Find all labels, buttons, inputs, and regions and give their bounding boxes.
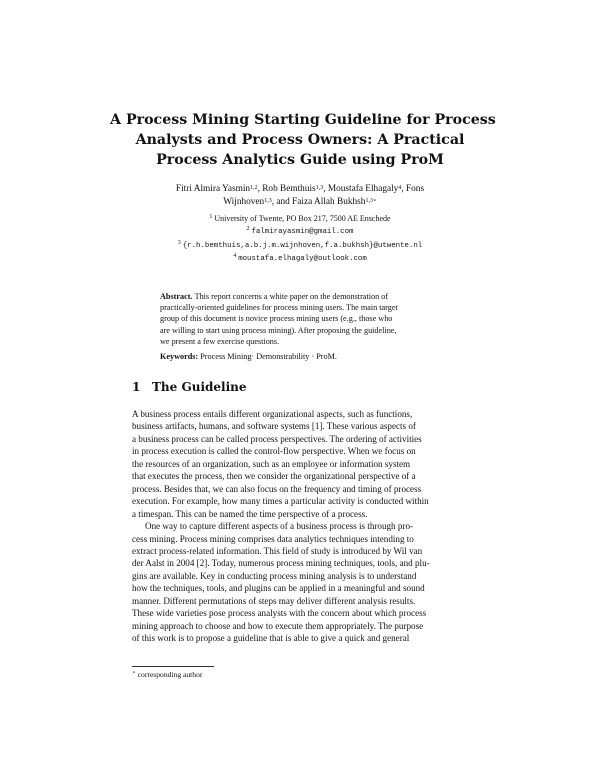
author-name: Moustafa Elhagaly xyxy=(327,184,399,194)
author-name: Wijnhoven xyxy=(223,197,265,207)
author-name: Rob Bemthuis xyxy=(262,184,316,194)
author-affil-mark: 1,3 xyxy=(264,198,272,204)
affiliation-text: University of Twente, PO Box 217, 7500 AE Enschede xyxy=(214,214,391,223)
abstract xyxy=(160,291,445,347)
abstract-label: Abstract. xyxy=(160,292,193,301)
author-affil-mark: 1,3⋆ xyxy=(365,198,377,204)
author-line xyxy=(150,183,450,196)
affiliation-email: moustafa.elhagaly@outlook.com xyxy=(238,255,367,264)
footnote xyxy=(132,670,472,679)
abstract-line: we present a few exercise questions. xyxy=(160,336,280,346)
affiliation-line xyxy=(120,252,480,266)
affiliation-mark: 3 xyxy=(177,239,181,246)
affiliations xyxy=(120,213,480,266)
body-line: execution. For example, how many times a particular activity is conducted within xyxy=(132,496,429,507)
author-separator: , xyxy=(323,184,328,194)
keywords xyxy=(160,351,445,362)
affiliation-mark: 1 xyxy=(209,214,213,220)
author-affil-mark: 1,3 xyxy=(315,185,324,191)
affiliation-email: {r.h.bemthuis,a.b.j.m.wijnhoven,f.a.bukhsh}@utwente.nl xyxy=(182,241,423,250)
author-affil-mark: 1,2 xyxy=(250,185,258,191)
body-line: that executes the process, then we consider the organizational perspective of a xyxy=(132,471,416,482)
title-line: Process Analytics Guide using ProM xyxy=(156,152,444,168)
body-line: process. Besides that, we can also focus on the frequency and timing of process xyxy=(132,483,422,494)
author-list xyxy=(150,183,450,209)
section-heading xyxy=(132,380,472,394)
abstract-first-line: This report concerns a white paper on the demonstration of xyxy=(194,292,389,301)
body-line: mining approach to choose and how to execute them appropriately. The purpose xyxy=(132,620,424,631)
footnote-text: corresponding author xyxy=(137,670,203,679)
footnote-mark: ⋆ xyxy=(132,670,136,676)
body-line: a business process can be called process perspectives. The ordering of activities xyxy=(132,433,422,444)
footnote-rule xyxy=(132,666,214,667)
title-line: A Process Mining Starting Guideline for Process xyxy=(110,112,496,128)
body-line: business artifacts, humans, and software systems [1]. These various aspects of xyxy=(132,421,416,432)
body-line: of this work is to propose a guideline that is able to give a quick and general xyxy=(132,633,410,644)
paragraph xyxy=(132,408,472,520)
body-line: how the techniques, tools, and plugins can be applied in a meaningful and sound xyxy=(132,583,425,594)
author-separator: , and xyxy=(271,197,293,207)
body-line: a timespan. This can be named the time perspective of a process. xyxy=(132,508,368,519)
body-line: the resources of an organization, such as an employee or information system xyxy=(132,458,411,469)
body-line: in process execution is called the control-flow perspective. When we focus on xyxy=(132,446,416,457)
body-line: manner. Different permutations of steps may deliver different analysis results. xyxy=(132,595,416,606)
body-line: A business process entails different organizational aspects, such as functions, xyxy=(132,409,413,419)
paper-title xyxy=(110,110,496,170)
keywords-text: Process Mining· Demonstrability · ProM. xyxy=(200,352,337,361)
affiliation-mark: 4 xyxy=(233,253,237,260)
body-line: cess mining. Process mining comprises data analytics techniques intending to xyxy=(132,533,414,544)
author-affil-mark: 4 xyxy=(398,185,402,191)
section-title: The Guideline xyxy=(152,380,247,394)
body-line: These wide varieties pose process analysts with the concern about which process xyxy=(132,608,427,619)
abstract-line: practically-oriented guidelines for process mining users. The main target xyxy=(160,303,398,313)
author-separator: , xyxy=(257,184,263,194)
abstract-line: are willing to start using process mining). After proposing the guideline, xyxy=(160,325,397,335)
author-name: Faiza Allah Bukhsh xyxy=(292,197,366,207)
title-line: Analysts and Process Owners: A Practical xyxy=(135,132,465,148)
body-line: gins are available. Key in conducting process mining analysis is to understand xyxy=(132,570,417,581)
section-number: 1 xyxy=(132,380,141,394)
body-line: extract process-related information. This field of study is introduced by Wil van xyxy=(132,545,423,556)
affiliation-line xyxy=(120,213,480,225)
author-line xyxy=(150,196,450,209)
affiliation-email: falmirayasmin@gmail.com xyxy=(251,227,354,236)
body-line: der Aalst in 2004 [2]. Today, numerous process mining techniques, tools, and plu- xyxy=(132,558,430,569)
body-line: One way to capture different aspects of a business process is through pro- xyxy=(145,521,414,532)
affiliation-mark: 2 xyxy=(246,225,250,232)
paragraph xyxy=(132,520,472,645)
keywords-label: Keywords: xyxy=(160,352,199,361)
affiliation-line xyxy=(120,239,480,253)
abstract-line: group of this document is novice process mining users (e.g., those who xyxy=(160,314,393,324)
body-text xyxy=(132,408,472,645)
author-name: Fitri Almira Yasmin xyxy=(175,184,251,194)
affiliation-line xyxy=(120,225,480,239)
author-separator: , Fons xyxy=(401,184,425,194)
